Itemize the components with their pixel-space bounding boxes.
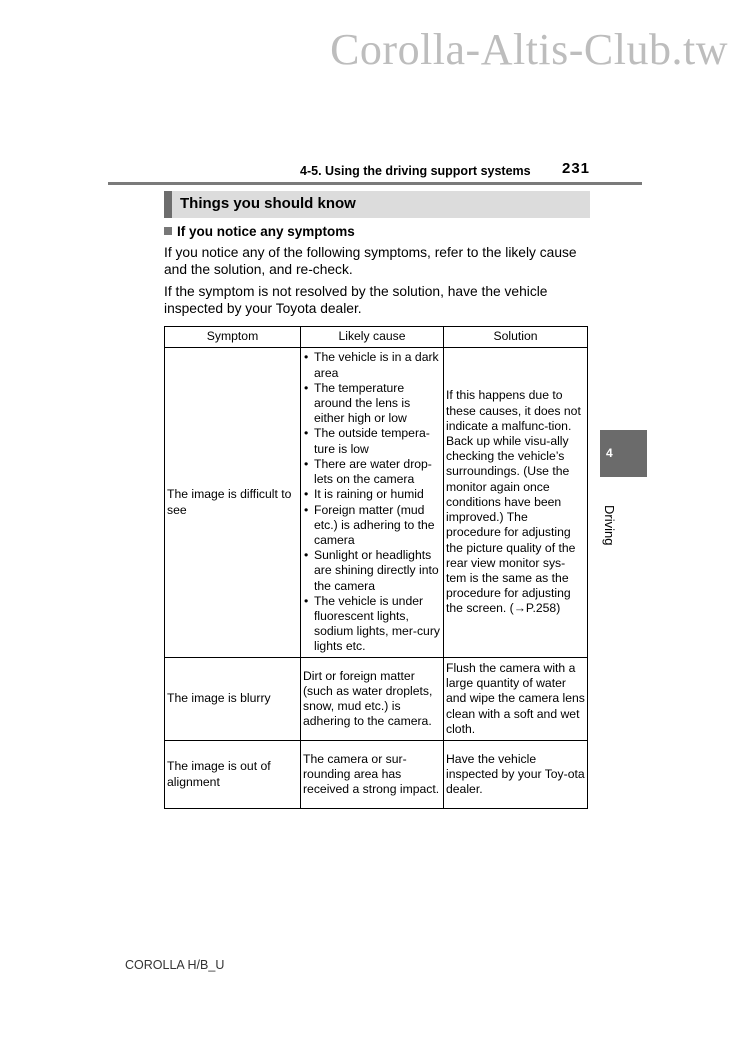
followup-paragraph: If the symptom is not resolved by the solution, have the vehicle inspected by your Toyota dealer. (164, 284, 548, 316)
solution-cell: Have the vehicle inspected by your Toy-ota dealer. (444, 741, 588, 809)
cause-item: • It is raining or humid (303, 487, 441, 502)
header-divider (108, 182, 642, 185)
solution-cell: Flush the camera with a large quantity of water and wipe the camera lens clean with a soft and wet cloth. (444, 658, 588, 741)
table-header-row (165, 327, 588, 348)
chapter-label: Driving (602, 505, 617, 546)
solution-cell: If this happens due to these causes, it does not indicate a malfunc-tion. Back up while visu-ally checking the vehicle’s surroundings. (Use the monitor again once conditions have been improved.) The procedure for adjusting the picture quality of the rear view monitor sys-tem is the same as the procedure for adjusting the screen. (→P.258) (444, 348, 588, 658)
cause-cell: The camera or sur-rounding area has received a strong impact. (301, 741, 444, 809)
symptom-cell: The image is out of alignment (165, 741, 301, 809)
section-title-bar (164, 191, 590, 218)
cause-cell: Dirt or foreign matter (such as water droplets, snow, mud etc.) is adhering to the camera. (301, 658, 444, 741)
table-row (165, 348, 588, 658)
cause-item: • There are water drop-lets on the camera (303, 457, 441, 487)
table-row (165, 658, 588, 741)
cause-item: • Sunlight or headlights are shining directly into the camera (303, 548, 441, 594)
footer-model-code: COROLLA H/B_U (125, 958, 225, 972)
cause-cell (301, 348, 444, 658)
cause-item: • The vehicle is in a dark area (303, 350, 441, 380)
section-header: 4-5. Using the driving support systems (300, 164, 531, 178)
symptom-cell: The image is difficult to see (165, 348, 301, 658)
chapter-tab[interactable] (600, 430, 647, 477)
cause-item: • The vehicle is under fluorescent lights, sodium lights, mer-cury lights etc. (303, 594, 441, 655)
watermark: Corolla-Altis-Club.tw (330, 25, 728, 74)
subheading (164, 224, 355, 239)
cause-item: • The outside tempera-ture is low (303, 426, 441, 456)
column-header-likely-cause: Likely cause (301, 327, 444, 348)
table-row (165, 741, 588, 809)
column-header-solution: Solution (444, 327, 588, 348)
cause-item: • The temperature around the lens is either high or low (303, 381, 441, 427)
cause-list (303, 350, 441, 654)
column-header-symptom: Symptom (165, 327, 301, 348)
cause-item: • Foreign matter (mud etc.) is adhering to the camera (303, 503, 441, 549)
section-title: Things you should know (180, 195, 356, 212)
page-number: 231 (562, 160, 591, 177)
symptom-cell: The image is blurry (165, 658, 301, 741)
subheading-text: If you notice any symptoms (177, 224, 355, 239)
square-bullet-icon (164, 227, 172, 235)
intro-paragraph: If you notice any of the following symptoms, refer to the likely cause and the solution, and re-check. (164, 245, 577, 277)
symptoms-table (164, 326, 588, 809)
chapter-number: 4 (606, 446, 613, 460)
